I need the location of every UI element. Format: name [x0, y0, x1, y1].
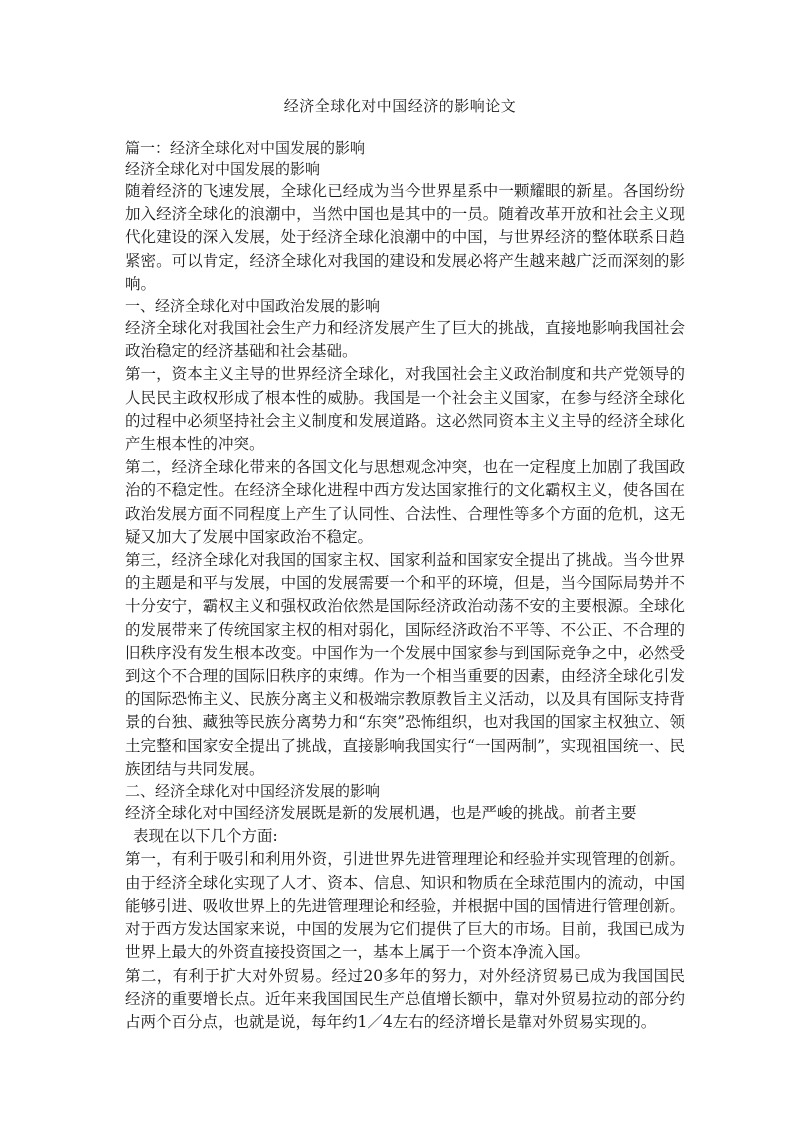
- paragraph: 经济全球化对我国社会生产力和经济发展产生了巨大的挑战，直接地影响我国社会政治稳定的经济基础和社会基础。: [125, 319, 685, 361]
- section-heading: 经济全球化对中国发展的影响: [125, 160, 321, 178]
- paragraph: 随着经济的飞速发展，全球化已经成为当今世界星系中一颗耀眼的新星。各国纷纷加入经济全球化的浪潮中，当然中国也是其中的一员。随着改革开放和社会主义现代化建设的深入发展，处于经济全球化浪潮中的中国，与世界经济的整体联系日趋紧密。可以肯定，经济全球化对我国的建设和发展必将产生越来越广泛而深刻的影响。: [125, 182, 685, 293]
- section-heading: 篇一：经济全球化对中国发展的影响: [125, 139, 366, 157]
- document-body: [125, 138, 685, 1034]
- paragraph: 第三，经济全球化对我国的国家主权、国家利益和国家安全提出了挑战。当今世界的主题是和平与发展，中国的发展需要一个和平的环境，但是，当今国际局势并不十分安宁，霸权主义和强权政治依然是国际经济政治动荡不安的主要根源。全球化的发展带来了传统国家主权的相对弱化，国际经济政治不平等、不公正、不合理的旧秩序没有发生根本改变。中国作为一个发展中国家参与到国际竞争之中，必然受到这个不合理的国际旧秩序的束缚。作为一个相当重要的因素，由经济全球化引发的国际恐怖主义、民族分离主义和极端宗教原教旨主义活动，以及具有国际支持背景的台独、藏独等民族分离势力和“东突”恐怖组织，也对我国的国家主权独立、领土完整和国家安全提出了挑战，直接影响我国实行“一国两制”，实现祖国统一、民族团结与共同发展。: [125, 551, 685, 778]
- section-heading: 一、经济全球化对中国政治发展的影响: [125, 297, 381, 316]
- paragraph: 第二，有利于扩大对外贸易。经过20多年的努力，对外经济贸易已成为我国国民经济的重要增长点。近年来我国国民生产总值增长额中，靠对外贸易拉动的部分约占两个百分点，也就是说，每年约1／4左右的经济增长是靠对外贸易实现的。: [125, 966, 685, 1031]
- paragraph: 表现在以下几个方面:: [133, 827, 278, 846]
- paragraph: 经济全球化对中国经济发展既是新的发展机遇，也是严峻的挑战。前者主要: [125, 804, 637, 823]
- paragraph: 第一，资本主义主导的世界经济全球化，对我国社会主义政治制度和共产党领导的人民民主政权形成了根本性的威胁。我国是一个社会主义国家，在参与经济全球化的过程中必须坚持社会主义制度和发展道路。这必然同资本主义主导的经济全球化产生根本性的冲突。: [125, 365, 685, 454]
- document-title: 经济全球化对中国经济的影响论文: [283, 97, 517, 115]
- section-heading: 二、经济全球化对中国经济发展的影响: [125, 782, 381, 801]
- paragraph: 第一，有利于吸引和利用外资，引进世界先进管理理论和经验并实现管理的创新。由于经济全球化实现了人才、资本、信息、知识和物质在全球范围内的流动，中国能够引进、吸收世界上的先进管理理论和经验，并根据中国的国情进行管理创新。对于西方发达国家来说，中国的发展为它们提供了巨大的市场。目前，我国已成为世界上最大的外资直接投资国之一，基本上属于一个资本净流入国。: [125, 850, 685, 962]
- paragraph: 第二，经济全球化带来的各国文化与思想观念冲突，也在一定程度上加剧了我国政治的不稳定性。在经济全球化进程中西方发达国家推行的文化霸权主义，使各国在政治发展方面不同程度上产生了认同性、合法性、合理性等多个方面的危机，这无疑又加大了发展中国家政治不稳定。: [125, 458, 685, 546]
